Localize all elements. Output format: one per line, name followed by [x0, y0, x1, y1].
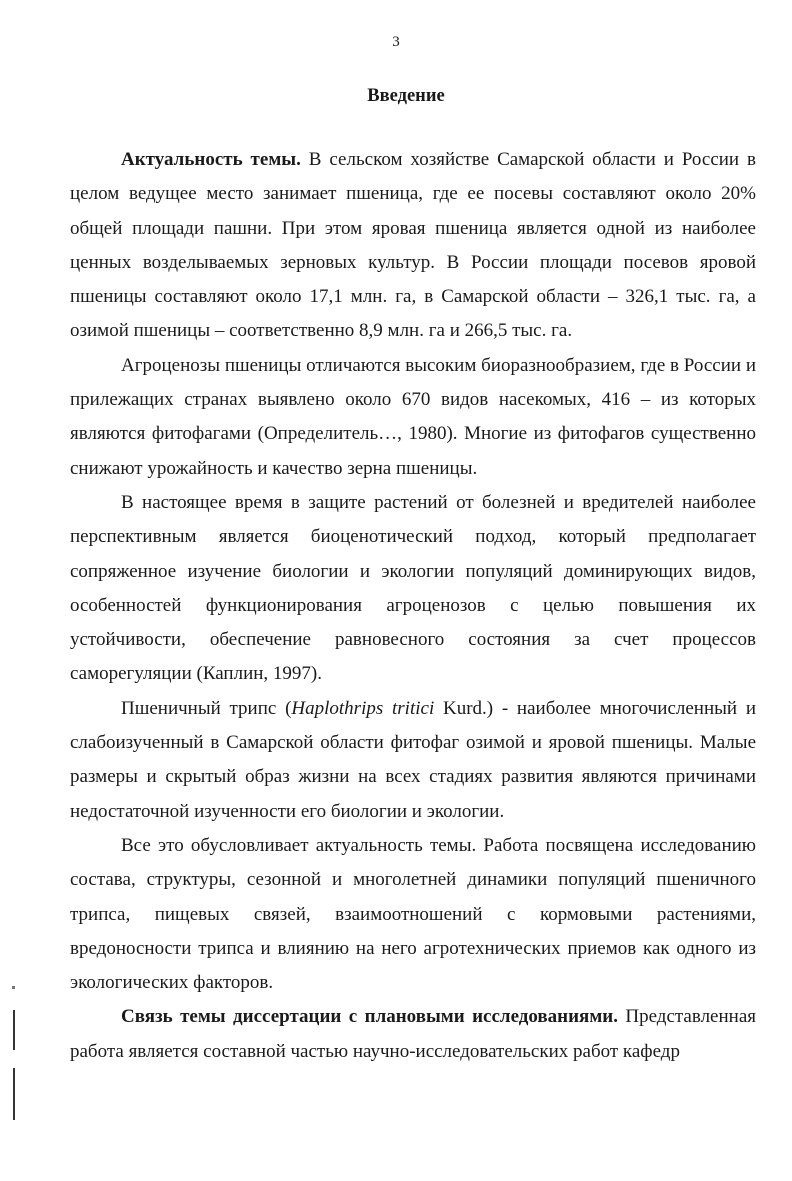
- page-number: 3: [392, 34, 400, 50]
- paragraph-heading-planned-research: Связь темы диссертации с плановыми исследованиями.: [121, 1006, 618, 1028]
- scan-artifact-line: [13, 1068, 15, 1120]
- paragraph-wheat-thrips: [70, 692, 756, 829]
- paragraph-text-pre: Пшеничный трипс (: [121, 697, 292, 719]
- page-title: Введение: [367, 86, 445, 106]
- paragraph-heading-relevance: Актуальность темы.: [121, 149, 301, 170]
- species-name: Haplothrips tritici: [291, 697, 435, 719]
- paragraph-text: В сельском хозяйстве Самарской области и России в целом ведущее место занимает пшеница, где ее посевы составляют около 20% общей площади пашни. При этом яровая пшеница является одной из наиболее ценных возделываемых зерновых культур. В России площади посевов яровой пшеницы составляют около 17,1 млн. га, в Самарской области – 326,1 тыс. га, а озимой пшеницы – соответственно 8,9 млн. га и 266,5 тыс. га.: [70, 149, 756, 342]
- scan-artifact-line: [13, 1010, 15, 1050]
- body-text: [70, 143, 756, 1069]
- paragraph-research-focus: Все это обусловливает актуальность темы. Работа посвящена исследованию состава, структуры, сезонной и многолетней динамики популяций пшеничного трипса, пищевых связей, взаимоотношений с кормовыми растениями, вредоносности трипса и влиянию на него агротехнических приемов как одного из экологических факторов.: [70, 834, 756, 994]
- paragraph-biocenotic-approach: В настоящее время в защите растений от болезней и вредителей наиболее перспективным является биоценотический подход, который предполагает сопряженное изучение биологии и экологии популяций доминирующих видов, особенностей функционирования агроценозов с целью повышения их устойчивости, обеспечение равновесного состояния за счет процессов саморегуляции (Каплин, 1997).: [70, 491, 756, 685]
- paragraph-relevance: [70, 143, 756, 349]
- paragraph-text: Представленная работа является составной частью научно-исследовательских работ кафедр: [70, 1006, 756, 1062]
- paragraph-planned-research: [70, 1000, 756, 1069]
- scan-artifact-dot: [12, 986, 15, 989]
- paragraph-agrocenoses: Агроценозы пшеницы отличаются высоким биоразнообразием, где в России и прилежащих странах выявлено около 670 видов насекомых, 416 – из которых являются фитофагами (Определитель…, 1980). Многие из фитофагов существенно снижают урожайность и качество зерна пшеницы.: [70, 354, 756, 479]
- paragraph-text-post: Kurd.) - наиболее многочисленный и слабоизученный в Самарской области фитофаг озимой и яровой пшеницы. Малые размеры и скрытый образ жизни на всех стадиях развития являются причинами недостаточной изученности его биологии и экологии.: [70, 697, 756, 822]
